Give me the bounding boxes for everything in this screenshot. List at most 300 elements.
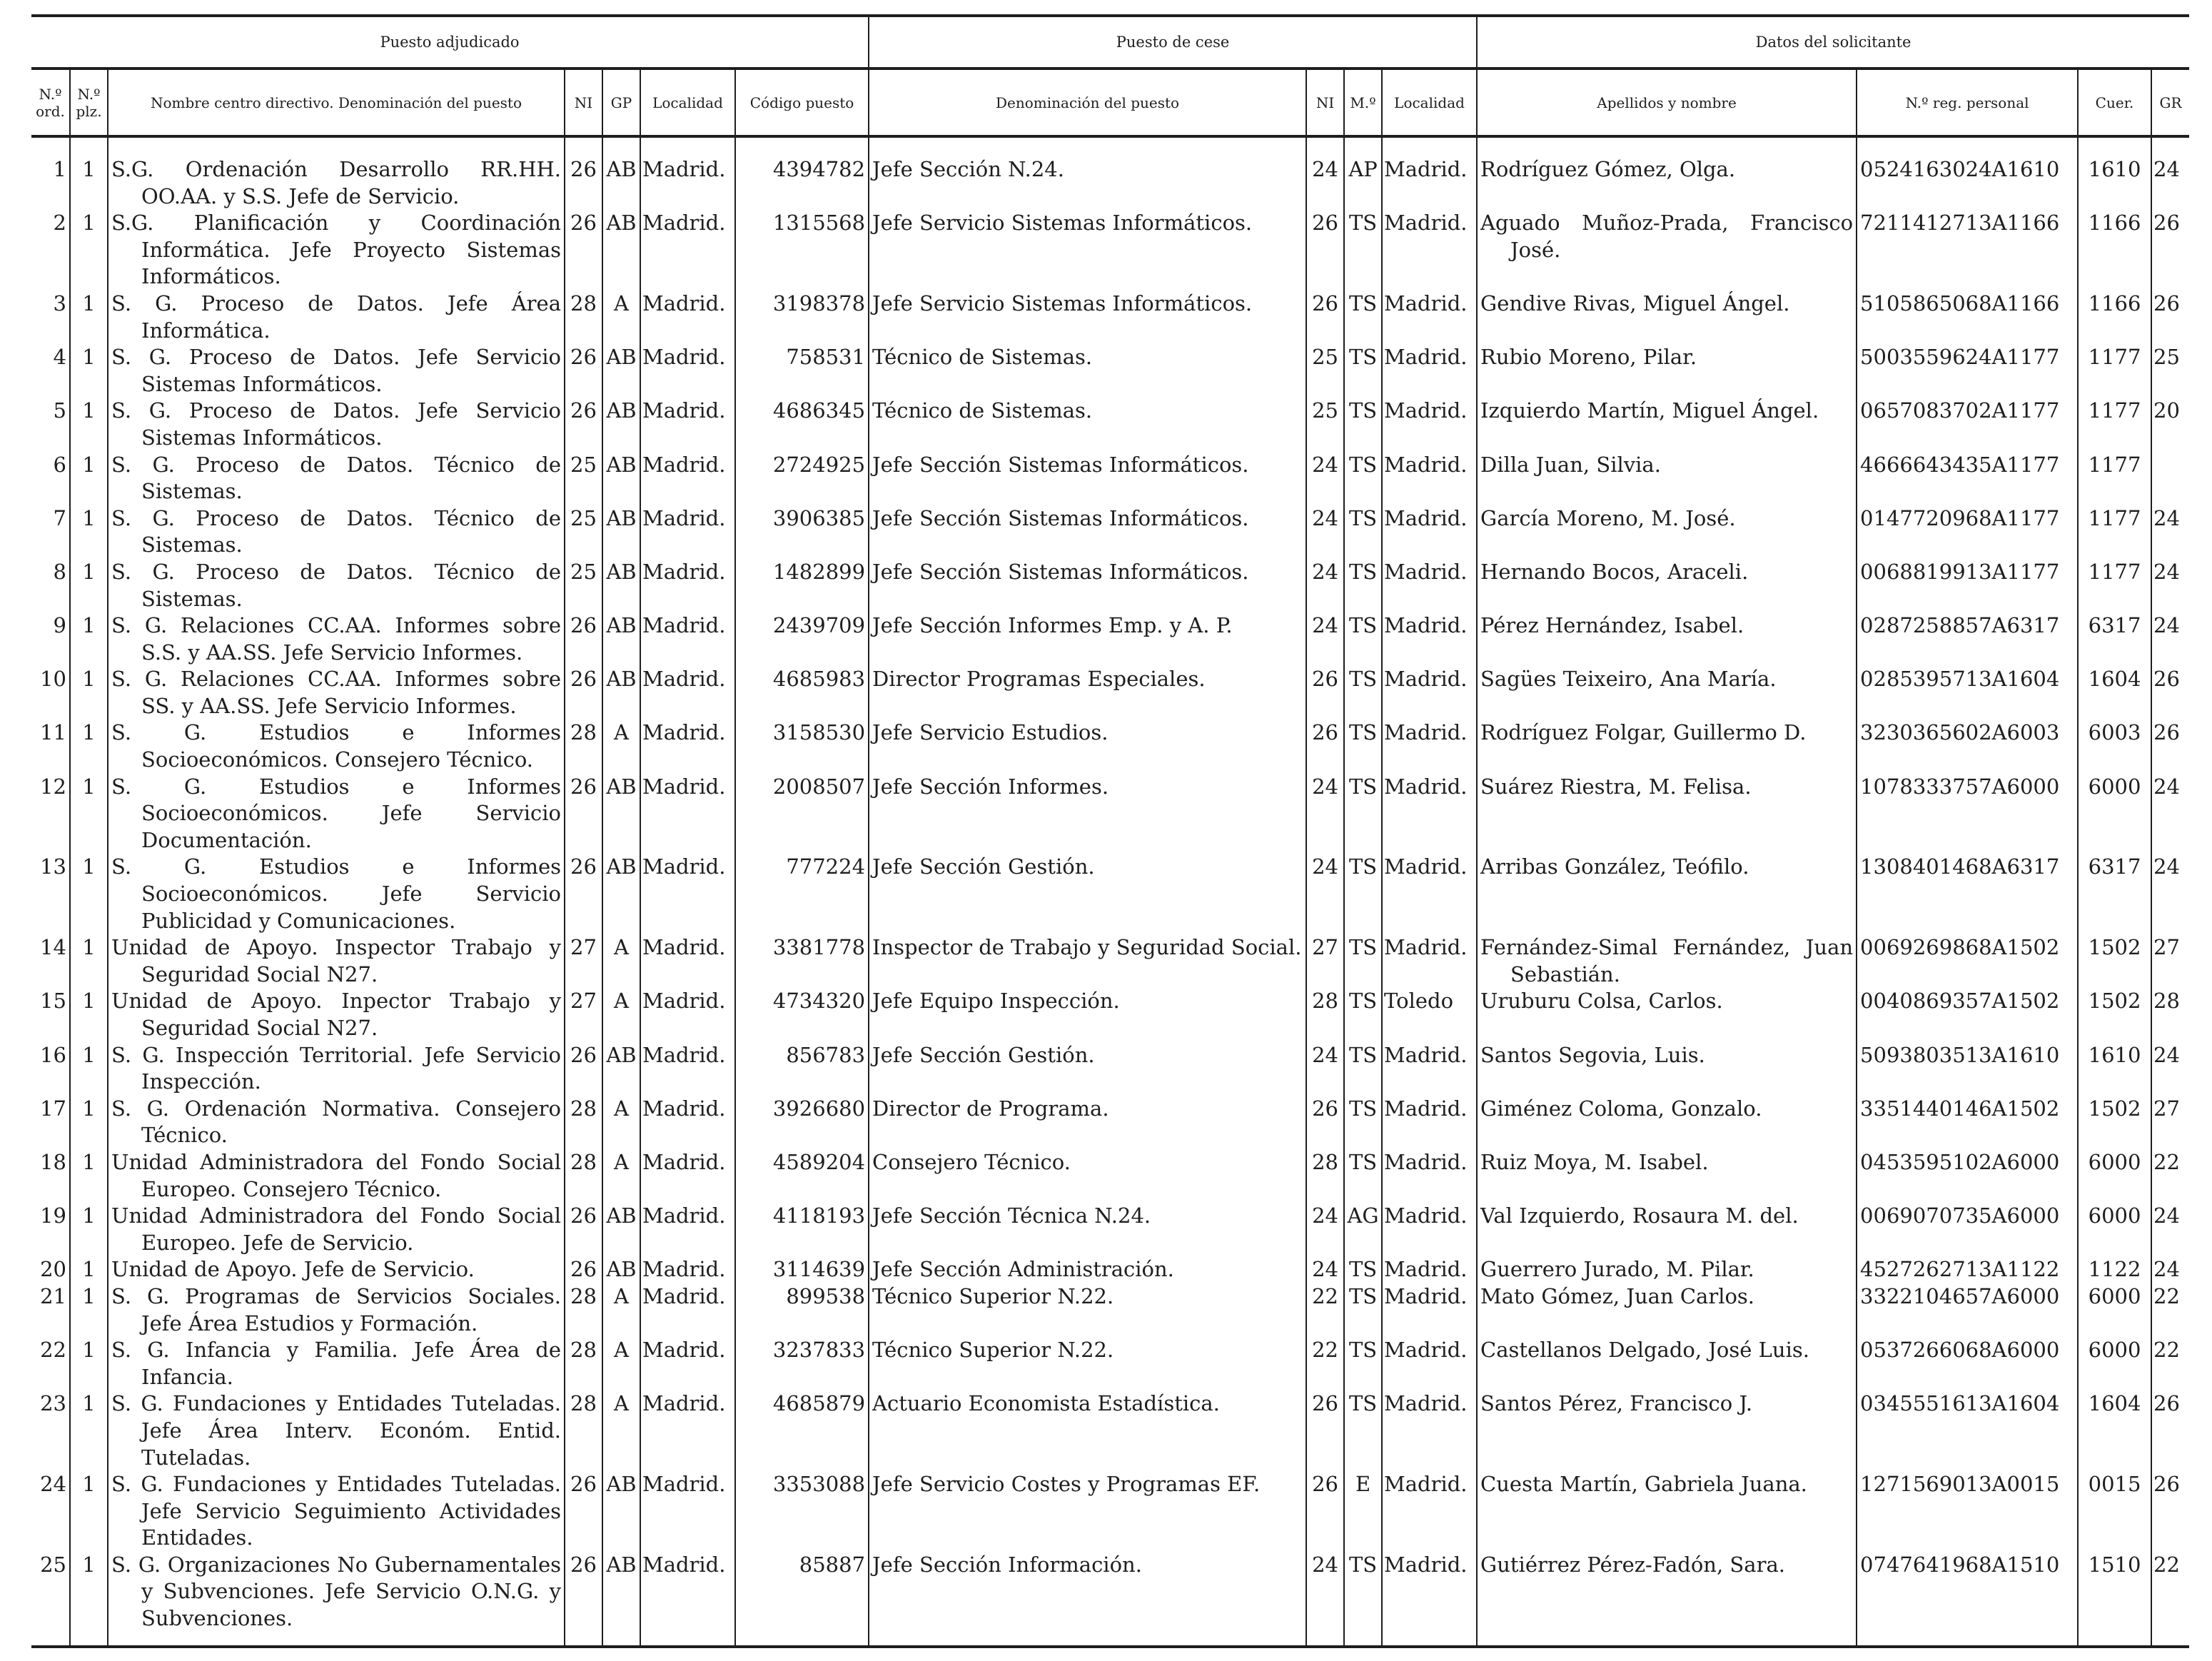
table-body <box>31 136 2189 1647</box>
cell-gp: AB <box>602 774 640 854</box>
cell-localidad: Madrid. <box>640 1096 735 1149</box>
cell-ni: 26 <box>565 398 602 451</box>
cell-gr: 26 <box>2151 1390 2189 1471</box>
cell-gp: AB <box>602 854 640 934</box>
cell-cese-denominacion: Jefe Sección Informes. <box>869 774 1306 854</box>
cell-cese-denominacion: Jefe Sección Administración. <box>869 1256 1306 1283</box>
cell-cese-localidad: Madrid. <box>1382 1390 1477 1471</box>
cell-gp: AB <box>602 344 640 398</box>
table-row <box>31 210 2189 291</box>
cell-cese-denominacion: Jefe Sección Informes Emp. y A. P. <box>869 612 1306 666</box>
cell-cese-mo: TS <box>1344 1283 1382 1337</box>
table-row <box>31 720 2189 773</box>
cell-gr: 22 <box>2151 1337 2189 1390</box>
col-header-gr: GR <box>2151 69 2189 136</box>
cell-apellidos: Arribas González, Teófilo. <box>1477 854 1857 934</box>
col-header-cese-denominacion: Denominación del puesto <box>869 69 1306 136</box>
cell-cese-localidad: Madrid. <box>1382 1552 1477 1647</box>
cell-cese-mo: TS <box>1344 854 1382 934</box>
cell-reg: 0657083702A1177 <box>1857 398 2078 451</box>
cell-cese-denominacion: Jefe Servicio Estudios. <box>869 720 1306 773</box>
cell-gp: AB <box>602 1203 640 1256</box>
cell-ni: 26 <box>565 1203 602 1256</box>
cell-ord: 20 <box>40 1257 66 1282</box>
col-header-cese-localidad: Localidad <box>1382 69 1477 136</box>
cell-plz: 1 <box>70 1283 108 1337</box>
cell-cese-mo: AG <box>1344 1203 1382 1256</box>
cell-plz: 1 <box>70 774 108 854</box>
cell-cese-mo: TS <box>1344 505 1382 559</box>
cell-cese-localidad: Madrid. <box>1382 934 1477 988</box>
cell-ord: 18 <box>40 1149 66 1174</box>
cell-cese-denominacion: Jefe Sección Técnica N.24. <box>869 1203 1306 1256</box>
table-row <box>31 1283 2189 1337</box>
cell-apellidos: Rodríguez Gómez, Olga. <box>1477 156 1857 210</box>
cell-localidad: Madrid. <box>640 988 735 1041</box>
cell-codigo: 2724925 <box>735 452 869 505</box>
cell-ord: 19 <box>40 1203 66 1228</box>
cell-gr: 22 <box>2151 1283 2189 1337</box>
cell-codigo: 3237833 <box>735 1337 869 1390</box>
cell-cese-mo: TS <box>1344 774 1382 854</box>
cell-nombre: S. G. Ordenación Normativa. Consejero Técnico. <box>108 1096 565 1149</box>
cell-ord: 15 <box>40 989 66 1014</box>
table-row <box>31 1042 2189 1096</box>
cell-gp: AB <box>602 156 640 210</box>
col-header-reg: N.º reg. personal <box>1857 69 2078 136</box>
cell-ni: 26 <box>565 1042 602 1096</box>
cell-reg: 0147720968A1177 <box>1857 505 2078 559</box>
cell-ord: 7 <box>53 505 66 530</box>
cell-ni: 26 <box>565 666 602 720</box>
cell-ord: 17 <box>40 1096 66 1121</box>
cell-nombre: S. G. Organizaciones No Gubernamentales y Subvenciones. Jefe Servicio O.N.G. y Subvenciones. <box>108 1552 565 1647</box>
cell-localidad: Madrid. <box>640 1471 735 1552</box>
cell-ord: 4 <box>53 345 66 370</box>
cell-gr: 25 <box>2151 344 2189 398</box>
cell-gp: A <box>602 1337 640 1390</box>
cell-cese-denominacion: Jefe Sección Sistemas Informáticos. <box>869 452 1306 505</box>
cell-ord: 8 <box>53 559 66 584</box>
cell-plz: 1 <box>70 1390 108 1471</box>
cell-apellidos: Pérez Hernández, Isabel. <box>1477 612 1857 666</box>
cell-gp: AB <box>602 666 640 720</box>
cell-localidad: Madrid. <box>640 344 735 398</box>
cell-gr: 24 <box>2151 854 2189 934</box>
cell-ord: 12 <box>40 774 66 799</box>
cell-codigo: 1482899 <box>735 559 869 612</box>
cell-ord: 6 <box>53 452 66 477</box>
cell-localidad: Madrid. <box>640 210 735 291</box>
cell-cuer: 1502 <box>2078 988 2151 1041</box>
cell-localidad: Madrid. <box>640 1042 735 1096</box>
cell-gp: AB <box>602 210 640 291</box>
cell-apellidos: Santos Pérez, Francisco J. <box>1477 1390 1857 1471</box>
cell-localidad: Madrid. <box>640 774 735 854</box>
cell-cese-denominacion: Jefe Sección Gestión. <box>869 854 1306 934</box>
table-row <box>31 1390 2189 1471</box>
cell-reg: 1078333757A6000 <box>1857 774 2078 854</box>
cell-ord: 24 <box>40 1472 66 1497</box>
cell-cese-mo: TS <box>1344 210 1382 291</box>
cell-reg: 7211412713A1166 <box>1857 210 2078 291</box>
cell-apellidos: Aguado Muñoz-Prada, Francisco José. <box>1477 210 1857 291</box>
cell-cese-localidad: Madrid. <box>1382 210 1477 291</box>
table-row <box>31 1149 2189 1203</box>
table-row <box>31 1256 2189 1283</box>
cell-gr: 24 <box>2151 505 2189 559</box>
cell-cuer: 6000 <box>2078 1337 2151 1390</box>
group-header-puesto-adjudicado: Puesto adjudicado <box>31 16 869 69</box>
cell-cese-mo: TS <box>1344 1149 1382 1203</box>
cell-cese-denominacion: Técnico Superior N.22. <box>869 1283 1306 1337</box>
cell-plz: 1 <box>70 505 108 559</box>
cell-cese-denominacion: Consejero Técnico. <box>869 1149 1306 1203</box>
cell-nombre: S. G. Proceso de Datos. Técnico de Sistemas. <box>108 505 565 559</box>
cell-codigo: 4394782 <box>735 156 869 210</box>
cell-cese-denominacion: Jefe Equipo Inspección. <box>869 988 1306 1041</box>
cell-cese-localidad: Madrid. <box>1382 1042 1477 1096</box>
cell-plz: 1 <box>70 344 108 398</box>
cell-cese-mo: TS <box>1344 1337 1382 1390</box>
cell-apellidos: Rodríguez Folgar, Guillermo D. <box>1477 720 1857 773</box>
cell-reg: 1271569013A0015 <box>1857 1471 2078 1552</box>
cell-ni: 26 <box>565 1552 602 1647</box>
cell-reg: 0069070735A6000 <box>1857 1203 2078 1256</box>
cell-cese-localidad: Madrid. <box>1382 1096 1477 1149</box>
cell-codigo: 4685983 <box>735 666 869 720</box>
cell-plz: 1 <box>70 988 108 1041</box>
cell-cese-ni: 27 <box>1306 934 1344 988</box>
cell-cese-denominacion: Inspector de Trabajo y Seguridad Social. <box>869 934 1306 988</box>
cell-cese-ni: 26 <box>1306 210 1344 291</box>
cell-cuer: 0015 <box>2078 1471 2151 1552</box>
cell-ni: 28 <box>565 1390 602 1471</box>
cell-ni: 28 <box>565 720 602 773</box>
cell-ni: 27 <box>565 988 602 1041</box>
cell-reg: 5105865068A1166 <box>1857 291 2078 344</box>
cell-codigo: 4118193 <box>735 1203 869 1256</box>
cell-localidad: Madrid. <box>640 291 735 344</box>
cell-cese-mo: TS <box>1344 612 1382 666</box>
cell-codigo: 777224 <box>735 854 869 934</box>
cell-nombre: S. G. Proceso de Datos. Jefe Área Informática. <box>108 291 565 344</box>
cell-plz: 1 <box>70 720 108 773</box>
cell-reg: 0524163024A1610 <box>1857 156 2078 210</box>
cell-ni: 26 <box>565 854 602 934</box>
col-header-codigo: Código puesto <box>735 69 869 136</box>
cell-reg: 0069269868A1502 <box>1857 934 2078 988</box>
cell-gr: 28 <box>2151 988 2189 1041</box>
table-row <box>31 291 2189 344</box>
cell-codigo: 3926680 <box>735 1096 869 1149</box>
cell-cese-mo: TS <box>1344 559 1382 612</box>
cell-ni: 26 <box>565 1471 602 1552</box>
cell-plz: 1 <box>70 452 108 505</box>
cell-gr: 26 <box>2151 720 2189 773</box>
cell-cese-ni: 28 <box>1306 988 1344 1041</box>
cell-cuer: 1502 <box>2078 1096 2151 1149</box>
cell-cese-mo: E <box>1344 1471 1382 1552</box>
cell-cuer: 1502 <box>2078 934 2151 988</box>
cell-localidad: Madrid. <box>640 398 735 451</box>
cell-ord: 2 <box>53 211 66 236</box>
cell-plz: 1 <box>70 612 108 666</box>
cell-codigo: 3198378 <box>735 291 869 344</box>
cell-apellidos: Gendive Rivas, Miguel Ángel. <box>1477 291 1857 344</box>
cell-gp: A <box>602 934 640 988</box>
cell-cuer: 1610 <box>2078 1042 2151 1096</box>
cell-cese-ni: 25 <box>1306 344 1344 398</box>
cell-reg: 5093803513A1610 <box>1857 1042 2078 1096</box>
cell-ord: 13 <box>40 854 66 879</box>
cell-nombre: S.G. Ordenación Desarrollo RR.HH. OO.AA. y S.S. Jefe de Servicio. <box>108 156 565 210</box>
col-header-ord: N.º ord. <box>31 69 70 136</box>
cell-nombre: S. G. Proceso de Datos. Técnico de Sistemas. <box>108 452 565 505</box>
cell-gp: AB <box>602 505 640 559</box>
table-row <box>31 934 2189 988</box>
cell-cese-mo: TS <box>1344 988 1382 1041</box>
cell-apellidos: Fernández-Simal Fernández, Juan Sebastián. <box>1477 934 1857 988</box>
col-header-cese-ni: NI <box>1306 69 1344 136</box>
cell-nombre: S. G. Fundaciones y Entidades Tuteladas. Jefe Servicio Seguimiento Actividades Entidades. <box>108 1471 565 1552</box>
cell-ni: 25 <box>565 559 602 612</box>
cell-apellidos: Ruiz Moya, M. Isabel. <box>1477 1149 1857 1203</box>
cell-gp: A <box>602 1149 640 1203</box>
table-row <box>31 1203 2189 1256</box>
cell-cese-localidad: Madrid. <box>1382 612 1477 666</box>
cell-codigo: 758531 <box>735 344 869 398</box>
cell-codigo: 3906385 <box>735 505 869 559</box>
table-row <box>31 666 2189 720</box>
cell-reg: 0285395713A1604 <box>1857 666 2078 720</box>
cell-reg: 0287258857A6317 <box>1857 612 2078 666</box>
cell-cese-denominacion: Director de Programa. <box>869 1096 1306 1149</box>
cell-apellidos: Guerrero Jurado, M. Pilar. <box>1477 1256 1857 1283</box>
cell-localidad: Madrid. <box>640 1552 735 1647</box>
cell-reg: 3322104657A6000 <box>1857 1283 2078 1337</box>
cell-cese-localidad: Madrid. <box>1382 344 1477 398</box>
cell-apellidos: García Moreno, M. José. <box>1477 505 1857 559</box>
cell-ord: 21 <box>40 1283 66 1308</box>
cell-cese-ni: 24 <box>1306 612 1344 666</box>
cell-cese-denominacion: Técnico Superior N.22. <box>869 1337 1306 1390</box>
cell-cese-ni: 24 <box>1306 1552 1344 1647</box>
table-row <box>31 1337 2189 1390</box>
cell-ni: 26 <box>565 210 602 291</box>
cell-cese-ni: 26 <box>1306 666 1344 720</box>
cell-localidad: Madrid. <box>640 854 735 934</box>
cell-gr: 24 <box>2151 559 2189 612</box>
cell-nombre: Unidad Administradora del Fondo Social Europeo. Jefe de Servicio. <box>108 1203 565 1256</box>
cell-gp: AB <box>602 398 640 451</box>
cell-gp: AB <box>602 1552 640 1647</box>
table-row <box>31 1552 2189 1647</box>
cell-cese-denominacion: Jefe Servicio Costes y Programas EF. <box>869 1471 1306 1552</box>
cell-cese-localidad: Madrid. <box>1382 854 1477 934</box>
col-header-gp: GP <box>602 69 640 136</box>
cell-apellidos: Sagües Teixeiro, Ana María. <box>1477 666 1857 720</box>
cell-cuer: 1177 <box>2078 344 2151 398</box>
cell-cese-ni: 26 <box>1306 720 1344 773</box>
cell-gr: 22 <box>2151 1552 2189 1647</box>
cell-ord: 9 <box>53 613 66 638</box>
cell-ni: 28 <box>565 1283 602 1337</box>
cell-localidad: Madrid. <box>640 720 735 773</box>
cell-cese-localidad: Madrid. <box>1382 505 1477 559</box>
cell-cuer: 1177 <box>2078 559 2151 612</box>
cell-gr: 27 <box>2151 1096 2189 1149</box>
cell-cese-denominacion: Jefe Sección Sistemas Informáticos. <box>869 505 1306 559</box>
cell-ni: 26 <box>565 156 602 210</box>
cell-cese-denominacion: Director Programas Especiales. <box>869 666 1306 720</box>
group-header-row <box>31 16 2189 69</box>
cell-ni: 26 <box>565 1256 602 1283</box>
cell-apellidos: Val Izquierdo, Rosaura M. del. <box>1477 1203 1857 1256</box>
cell-ni: 26 <box>565 774 602 854</box>
col-header-plz: N.º plz. <box>70 69 108 136</box>
cell-gp: A <box>602 988 640 1041</box>
cell-gp: AB <box>602 1471 640 1552</box>
cell-cese-mo: TS <box>1344 398 1382 451</box>
cell-plz: 1 <box>70 1096 108 1149</box>
table-row <box>31 774 2189 854</box>
cell-localidad: Madrid. <box>640 505 735 559</box>
cell-localidad: Madrid. <box>640 612 735 666</box>
cell-ord: 11 <box>40 720 66 745</box>
cell-cese-localidad: Toledo <box>1382 988 1477 1041</box>
cell-plz: 1 <box>70 1256 108 1283</box>
table-row <box>31 612 2189 666</box>
table-row <box>31 344 2189 398</box>
cell-ni: 26 <box>565 344 602 398</box>
cell-cese-ni: 26 <box>1306 291 1344 344</box>
cell-plz: 1 <box>70 934 108 988</box>
cell-cese-localidad: Madrid. <box>1382 1203 1477 1256</box>
cell-gr: 26 <box>2151 291 2189 344</box>
cell-plz: 1 <box>70 1042 108 1096</box>
cell-nombre: S. G. Inspección Territorial. Jefe Servicio Inspección. <box>108 1042 565 1096</box>
cell-gp: A <box>602 1283 640 1337</box>
table-row <box>31 1471 2189 1552</box>
cell-cese-mo: TS <box>1344 934 1382 988</box>
cell-gr <box>2151 452 2189 505</box>
cell-ni: 28 <box>565 291 602 344</box>
cell-gr: 26 <box>2151 210 2189 291</box>
cell-apellidos: Dilla Juan, Silvia. <box>1477 452 1857 505</box>
col-header-localidad: Localidad <box>640 69 735 136</box>
cell-gr: 24 <box>2151 1256 2189 1283</box>
table-row <box>31 854 2189 934</box>
document-page <box>31 14 2189 1648</box>
cell-cese-ni: 24 <box>1306 1203 1344 1256</box>
cell-cese-denominacion: Jefe Servicio Sistemas Informáticos. <box>869 291 1306 344</box>
cell-plz: 1 <box>70 291 108 344</box>
cell-gr: 24 <box>2151 1203 2189 1256</box>
cell-cese-ni: 24 <box>1306 452 1344 505</box>
cell-cuer: 6000 <box>2078 1149 2151 1203</box>
cell-ni: 25 <box>565 452 602 505</box>
cell-cese-localidad: Madrid. <box>1382 1149 1477 1203</box>
table-row <box>31 988 2189 1041</box>
group-header-puesto-cese: Puesto de cese <box>869 16 1477 69</box>
cell-localidad: Madrid. <box>640 934 735 988</box>
cell-plz: 1 <box>70 1552 108 1647</box>
cell-reg: 0453595102A6000 <box>1857 1149 2078 1203</box>
cell-cuer: 1177 <box>2078 452 2151 505</box>
cell-cese-mo: TS <box>1344 1096 1382 1149</box>
cell-nombre: Unidad de Apoyo. Inspector Trabajo y Seguridad Social N27. <box>108 934 565 988</box>
cell-codigo: 856783 <box>735 1042 869 1096</box>
cell-cese-ni: 22 <box>1306 1283 1344 1337</box>
cell-ni: 28 <box>565 1337 602 1390</box>
cell-cese-denominacion: Jefe Sección N.24. <box>869 156 1306 210</box>
cell-localidad: Madrid. <box>640 452 735 505</box>
cell-cuer: 1610 <box>2078 156 2151 210</box>
cell-gp: AB <box>602 1256 640 1283</box>
cell-apellidos: Santos Segovia, Luis. <box>1477 1042 1857 1096</box>
cell-ord: 14 <box>40 935 66 960</box>
cell-localidad: Madrid. <box>640 666 735 720</box>
cell-gr: 24 <box>2151 774 2189 854</box>
cell-nombre: S. G. Relaciones CC.AA. Informes sobre SS. y AA.SS. Jefe Servicio Informes. <box>108 666 565 720</box>
col-header-apellidos: Apellidos y nombre <box>1477 69 1857 136</box>
cell-cuer: 6003 <box>2078 720 2151 773</box>
cell-plz: 1 <box>70 156 108 210</box>
cell-cese-localidad: Madrid. <box>1382 720 1477 773</box>
cell-cese-localidad: Madrid. <box>1382 291 1477 344</box>
cell-cese-mo: TS <box>1344 1552 1382 1647</box>
cell-localidad: Madrid. <box>640 1256 735 1283</box>
cell-ord: 25 <box>31 1552 70 1647</box>
cell-gp: A <box>602 1096 640 1149</box>
cell-cese-denominacion: Técnico de Sistemas. <box>869 398 1306 451</box>
table-row <box>31 398 2189 451</box>
cell-codigo: 4686345 <box>735 398 869 451</box>
cell-cese-ni: 26 <box>1306 1096 1344 1149</box>
cell-gp: A <box>602 291 640 344</box>
cell-reg: 1308401468A6317 <box>1857 854 2078 934</box>
cell-gp: AB <box>602 452 640 505</box>
cell-cuer: 1166 <box>2078 291 2151 344</box>
cell-cese-localidad: Madrid. <box>1382 1337 1477 1390</box>
cell-ni: 28 <box>565 1096 602 1149</box>
cell-gp: A <box>602 720 640 773</box>
cell-cese-localidad: Madrid. <box>1382 1471 1477 1552</box>
cell-gr: 24 <box>2151 156 2189 210</box>
cell-nombre: S. G. Programas de Servicios Sociales. Jefe Área Estudios y Formación. <box>108 1283 565 1337</box>
cell-cese-denominacion: Jefe Sección Sistemas Informáticos. <box>869 559 1306 612</box>
cell-plz: 1 <box>70 559 108 612</box>
cell-cese-mo: TS <box>1344 720 1382 773</box>
cell-codigo: 4589204 <box>735 1149 869 1203</box>
cell-localidad: Madrid. <box>640 1149 735 1203</box>
cell-plz: 1 <box>70 1337 108 1390</box>
cell-cese-mo: TS <box>1344 1256 1382 1283</box>
cell-cese-ni: 24 <box>1306 1256 1344 1283</box>
cell-apellidos: Uruburu Colsa, Carlos. <box>1477 988 1857 1041</box>
cell-cese-localidad: Madrid. <box>1382 666 1477 720</box>
cell-reg: 0068819913A1177 <box>1857 559 2078 612</box>
cell-cese-ni: 24 <box>1306 505 1344 559</box>
cell-reg: 0345551613A1604 <box>1857 1390 2078 1471</box>
cell-reg: 0040869357A1502 <box>1857 988 2078 1041</box>
col-header-cese-mo: M.º <box>1344 69 1382 136</box>
cell-cese-localidad: Madrid. <box>1382 156 1477 210</box>
cell-localidad: Madrid. <box>640 1203 735 1256</box>
cell-codigo: 2008507 <box>735 774 869 854</box>
cell-nombre: S. G. Proceso de Datos. Jefe Servicio Sistemas Informáticos. <box>108 398 565 451</box>
